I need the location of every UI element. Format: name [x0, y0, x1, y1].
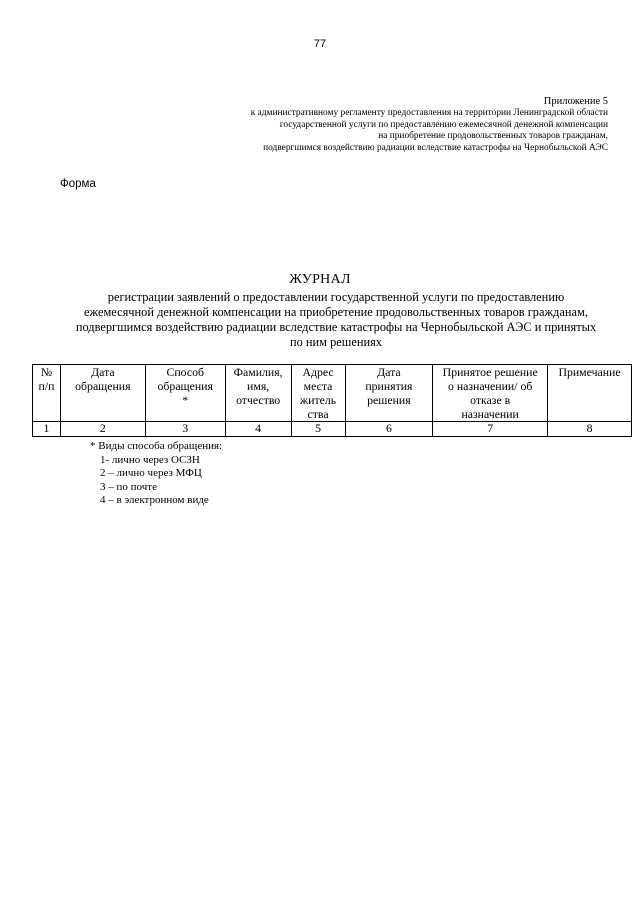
journal-subtitle [40, 290, 632, 350]
header-cell-decision-date: Дата принятия решения [345, 365, 433, 422]
appendix-line: государственной услуги по предоставлению ежемесячной денежной компенсации [279, 119, 608, 130]
column-number-cell: 3 [145, 422, 225, 437]
subtitle-line: регистрации заявлений о предоставлении государственной услуги по предоставлению [107, 290, 565, 304]
subtitle-line: по ним решениях [289, 335, 383, 349]
header-cell-request-method: Способ обращения * [145, 365, 225, 422]
header-cell-full-name: Фамилия, имя, отчество [225, 365, 291, 422]
subtitle-line: подвергшимся воздействию радиации вследствие катастрофы на Чернобыльской АЭС и принятых [75, 320, 597, 334]
subtitle-line: ежемесячной денежной компенсации на приобретение продовольственных товаров гражданам, [84, 305, 588, 319]
header-cell-number: № п/п [33, 365, 61, 422]
column-number-cell: 2 [60, 422, 145, 437]
column-number-cell: 1 [33, 422, 61, 437]
appendix-title: Приложение 5 [543, 96, 608, 107]
footnote-item: 3 – по почте [100, 480, 157, 493]
appendix-line: на приобретение продовольственных товаров гражданам, [378, 131, 608, 142]
footnote-item: 2 – лично через МФЦ [100, 467, 202, 480]
page-number: 77 [313, 38, 327, 50]
table-header-row [33, 365, 632, 422]
header-cell-decision: Принятое решение о назначении/ об отказе в назначении [433, 365, 548, 422]
footnote-heading: * Виды способа обращения: [90, 440, 223, 452]
column-number-cell: 4 [225, 422, 291, 437]
header-cell-address: Адрес места житель ства [291, 365, 345, 422]
header-cell-request-date: Дата обращения [60, 365, 145, 422]
footnote-item: 4 – в электронном виде [100, 494, 209, 507]
table-row [33, 422, 632, 437]
column-number-cell: 6 [345, 422, 433, 437]
appendix-block [168, 96, 608, 154]
journal-title: ЖУРНАЛ [289, 272, 351, 287]
register-table [32, 364, 632, 437]
column-number-cell: 5 [291, 422, 345, 437]
appendix-line: подвергшимся воздействию радиации вследствие катастрофы на Чернобыльской АЭС [263, 142, 608, 153]
column-number-cell: 7 [433, 422, 548, 437]
column-number-cell: 8 [548, 422, 632, 437]
form-label: Форма [60, 178, 96, 190]
header-cell-note: Примечание [548, 365, 632, 422]
footnote-item: 1- лично через ОСЗН [100, 453, 200, 466]
appendix-line: к административному регламенту предоставления на территории Ленинградской области [250, 108, 608, 118]
footnote [90, 440, 222, 508]
